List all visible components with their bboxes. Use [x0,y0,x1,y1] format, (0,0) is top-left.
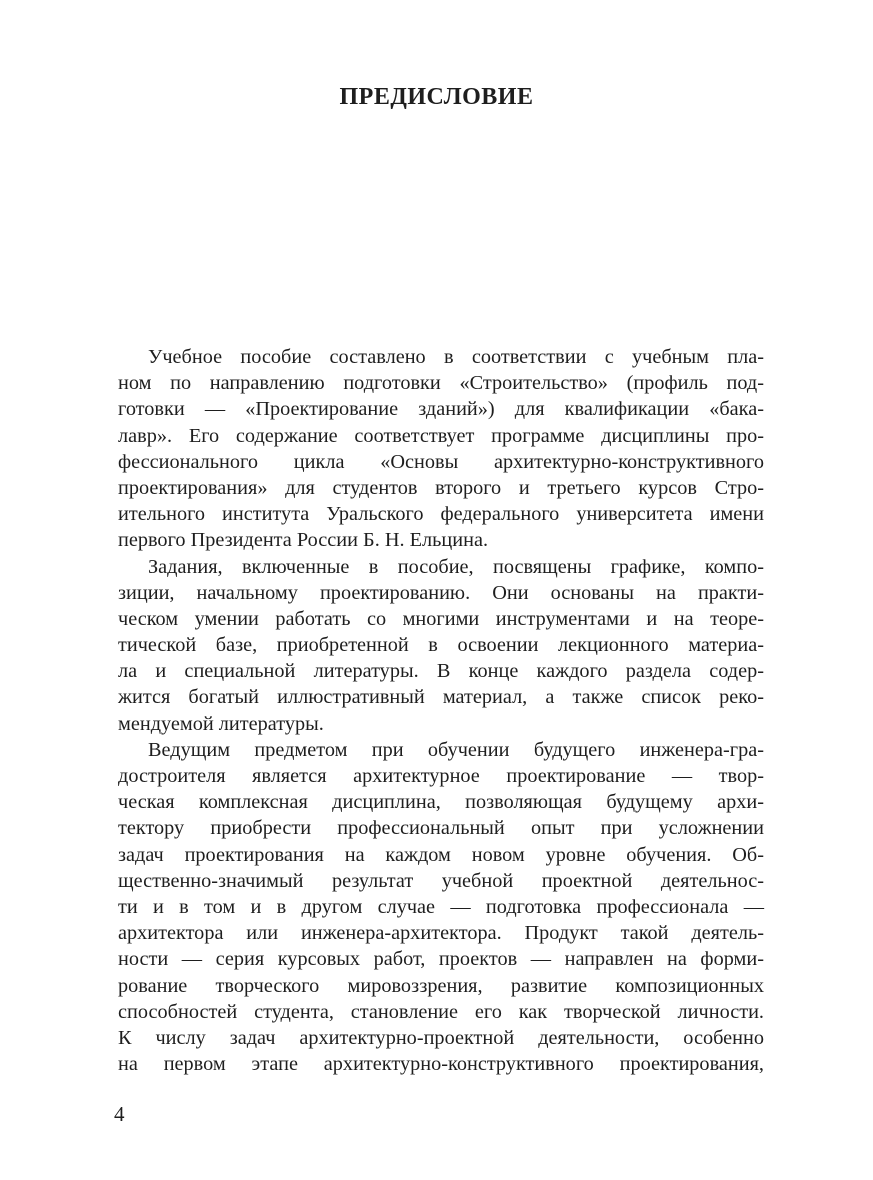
text-line: ном по направлению подготовки «Строительство» (профиль под- [118,372,764,395]
text-line: Учебное пособие составлено в соответствии с учебным пла- [148,346,764,368]
text-line: ческом умении работать со многими инструментами и на теоре- [118,607,764,630]
page-number: 4 [114,1102,125,1126]
text-line: достроителя является архитектурное проектирование — твор- [118,765,764,787]
text-line: задач проектирования на каждом новом уровне обучения. Об- [118,843,764,866]
text-line: щественно-значимый результат учебной проектной деятельнос- [118,869,764,892]
text-line: лавр». Его содержание соответствует программе дисциплины про- [118,424,764,447]
text-line: жится богатый иллюстративный материал, а также список реко- [118,686,764,709]
text-line: тической базе, приобретенной в освоении лекционного материа- [118,634,764,657]
text-line: проектирования» для студентов второго и третьего курсов Стро- [118,476,764,499]
text-line: ительного института Уральского федерального университета имени [118,503,764,526]
text-line: способностей студента, становление его как творческой личности. [118,1000,764,1023]
text-line: на первом этапе архитектурно-конструктивного проектирования, [118,1053,764,1076]
text-line: архитектора или инженера-архитектора. Продукт такой деятель- [118,922,764,945]
text-line: зиции, начальному проектированию. Они основаны на практи- [118,581,764,604]
paragraph-2 [118,554,764,737]
text-line: рование творческого мировоззрения, развитие композиционных [118,974,764,997]
text-line: ности — серия курсовых работ, проектов — направлен на форми- [118,948,764,971]
page-title: ПРЕДИСЛОВИЕ [339,84,534,110]
text-line: ческая комплексная дисциплина, позволяющая будущему архи- [118,791,764,814]
text-line: ла и специальной литературы. В конце каждого раздела содер- [118,660,764,683]
text-line: Ведущим предметом при обучении будущего инженера-гра- [148,738,764,761]
body-text [118,344,764,1077]
text-line: первого Президента России Б. Н. Ельцина. [118,529,489,552]
text-line: К числу задач архитектурно-проектной деятельности, особенно [118,1026,764,1049]
text-line: мендуемой литературы. [118,712,324,735]
text-line: готовки — «Проектирование зданий») для квалификации «бака- [118,398,764,421]
text-line: тектору приобрести профессиональный опыт при усложнении [118,817,764,840]
paragraph-3 [118,737,764,1077]
text-line: фессионального цикла «Основы архитектурно-конструктивного [118,450,764,473]
text-line: ти и в том и в другом случае — подготовка профессионала — [118,895,764,918]
text-line: Задания, включенные в пособие, посвящены графике, компо- [148,555,764,578]
paragraph-1 [118,344,764,554]
